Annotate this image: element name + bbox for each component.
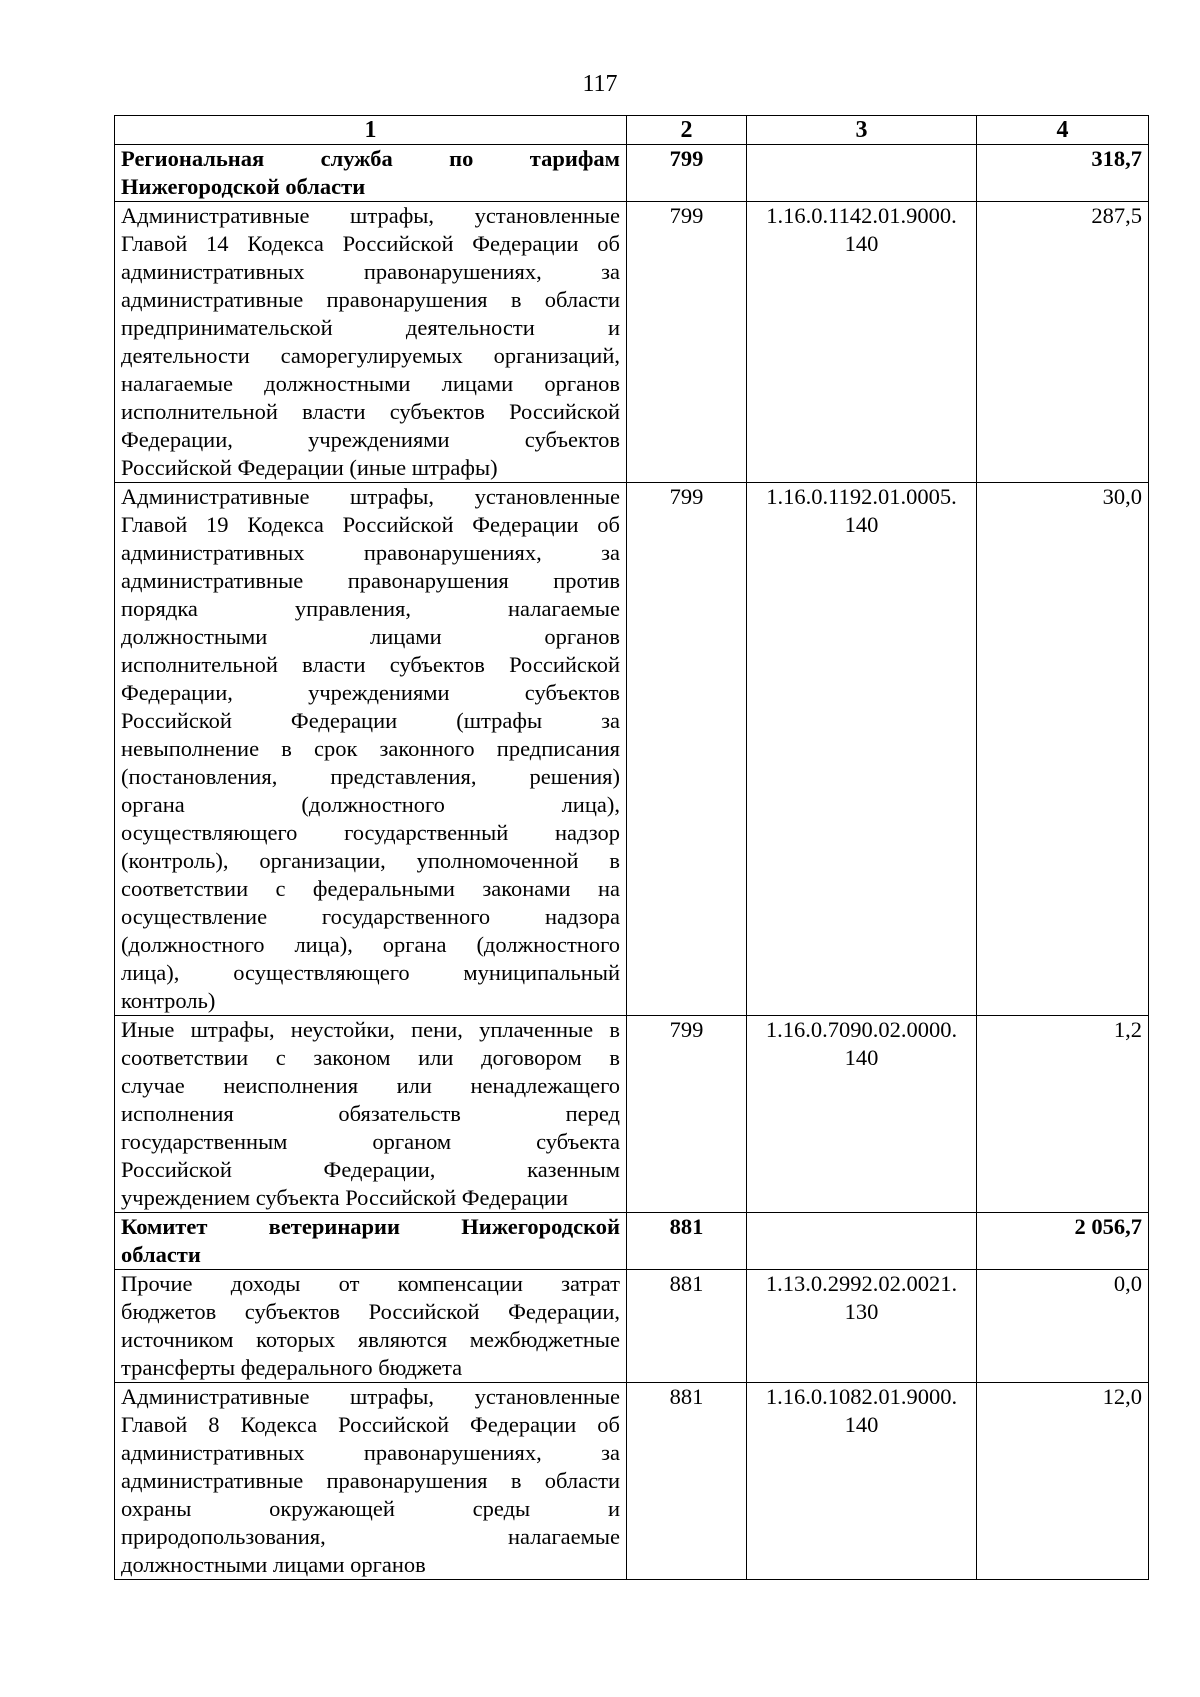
description-line: Главой 8 Кодекса Российской Федерации об	[121, 1412, 620, 1437]
description-line: Прочие доходы от компенсации затрат	[121, 1271, 620, 1296]
revenue-code-line: 140	[844, 1412, 879, 1437]
description-line: исполнительной власти субъектов Российской	[121, 652, 620, 677]
table-header-row	[115, 116, 1149, 145]
table-row	[115, 1383, 1149, 1580]
description-line: административных правонарушениях, за	[121, 1440, 620, 1465]
description-line: органа (должностного лица),	[121, 792, 620, 817]
description-line: Комитет ветеринарии Нижегородской	[121, 1214, 620, 1239]
amount-cell: 318,7	[977, 145, 1149, 202]
description-line: (контроль), организации, уполномоченной в	[121, 848, 620, 873]
description-cell	[115, 202, 627, 483]
admin-code-cell: 881	[627, 1270, 747, 1383]
description-line: исполнения обязательств перед	[121, 1101, 620, 1126]
description-line: источником которых являются межбюджетные	[121, 1327, 620, 1352]
description-line: порядка управления, налагаемые	[121, 596, 620, 621]
amount-cell: 30,0	[977, 483, 1149, 1016]
description-cell	[115, 145, 627, 202]
description-cell	[115, 483, 627, 1016]
description-line: (постановления, представления, решения)	[121, 764, 620, 789]
section-row	[115, 145, 1149, 202]
description-line: осуществляющего государственный надзор	[121, 820, 620, 845]
section-row	[115, 1213, 1149, 1270]
description-line: налагаемые должностными лицами органов	[121, 371, 620, 396]
description-line: невыполнение в срок законного предписания	[121, 736, 620, 761]
description-line: Федерации, учреждениями субъектов	[121, 427, 620, 452]
revenue-code-line: 1.16.0.7090.02.0000.	[765, 1017, 958, 1042]
description-line: Российской Федерации, казенным	[121, 1157, 620, 1182]
revenue-code-cell	[747, 1383, 977, 1580]
description-line: административных правонарушениях, за	[121, 259, 620, 284]
description-line: Российской Федерации (иные штрафы)	[121, 455, 498, 480]
amount-cell: 1,2	[977, 1016, 1149, 1213]
revenue-code-line: 1.16.0.1082.01.9000.	[765, 1384, 958, 1409]
description-line: трансферты федерального бюджета	[121, 1355, 463, 1380]
description-cell	[115, 1016, 627, 1213]
header-cell-2: 2	[627, 116, 747, 145]
description-line: лица), осуществляющего муниципальный	[121, 960, 620, 985]
description-line: Региональная служба по тарифам	[121, 146, 620, 171]
revenue-code-cell	[747, 145, 977, 202]
description-line: Федерации, учреждениями субъектов	[121, 680, 620, 705]
admin-code-cell: 881	[627, 1213, 747, 1270]
description-line: контроль)	[121, 988, 216, 1013]
table-row	[115, 1270, 1149, 1383]
description-line: охраны окружающей среды и	[121, 1496, 620, 1521]
description-line: должностными лицами органов	[121, 1552, 426, 1577]
revenue-code-line: 140	[844, 231, 879, 256]
description-line: Административные штрафы, установленные	[121, 484, 620, 509]
description-line: административные правонарушения в области	[121, 287, 620, 312]
description-line: Административные штрафы, установленные	[121, 1384, 620, 1409]
description-line: Иные штрафы, неустойки, пени, уплаченные в	[121, 1017, 620, 1042]
description-line: исполнительной власти субъектов Российской	[121, 399, 620, 424]
admin-code-cell: 799	[627, 483, 747, 1016]
description-line: соответствии с законом или договором в	[121, 1045, 620, 1070]
revenue-table	[114, 115, 1149, 1580]
description-line: области	[121, 1242, 201, 1267]
description-line: соответствии с федеральными законами на	[121, 876, 620, 901]
description-line: Главой 14 Кодекса Российской Федерации об	[121, 231, 620, 256]
description-cell	[115, 1270, 627, 1383]
amount-cell: 0,0	[977, 1270, 1149, 1383]
revenue-code-cell	[747, 1270, 977, 1383]
page-number: 117	[582, 71, 618, 97]
description-line: административных правонарушениях, за	[121, 540, 620, 565]
description-line: учреждением субъекта Российской Федерации	[121, 1185, 568, 1210]
description-line: случае неисполнения или ненадлежащего	[121, 1073, 620, 1098]
description-line: административные правонарушения против	[121, 568, 620, 593]
description-line: предпринимательской деятельности и	[121, 315, 620, 340]
revenue-code-cell	[747, 1016, 977, 1213]
revenue-code-cell	[747, 483, 977, 1016]
table-row	[115, 483, 1149, 1016]
admin-code-cell: 799	[627, 1016, 747, 1213]
admin-code-cell: 799	[627, 145, 747, 202]
description-line: должностными лицами органов	[121, 624, 620, 649]
description-line: Административные штрафы, установленные	[121, 203, 620, 228]
admin-code-cell: 799	[627, 202, 747, 483]
revenue-code-line: 130	[844, 1299, 879, 1324]
revenue-code-line: 140	[844, 512, 879, 537]
amount-cell: 12,0	[977, 1383, 1149, 1580]
description-line: бюджетов субъектов Российской Федерации,	[121, 1299, 620, 1324]
admin-code-cell: 881	[627, 1383, 747, 1580]
description-cell	[115, 1383, 627, 1580]
header-cell-3: 3	[747, 116, 977, 145]
table-row	[115, 1016, 1149, 1213]
table-row	[115, 202, 1149, 483]
description-line: Российской Федерации (штрафы за	[121, 708, 620, 733]
revenue-code-line: 1.13.0.2992.02.0021.	[765, 1271, 958, 1296]
description-line: Главой 19 Кодекса Российской Федерации об	[121, 512, 620, 537]
description-cell	[115, 1213, 627, 1270]
header-cell-4: 4	[977, 116, 1149, 145]
revenue-code-cell	[747, 202, 977, 483]
revenue-code-line: 1.16.0.1192.01.0005.	[766, 484, 957, 509]
amount-cell: 287,5	[977, 202, 1149, 483]
revenue-code-line: 1.16.0.1142.01.9000.	[766, 203, 957, 228]
revenue-code-cell	[747, 1213, 977, 1270]
revenue-code-line: 140	[844, 1045, 879, 1070]
header-cell-1: 1	[115, 116, 627, 145]
description-line: осуществление государственного надзора	[121, 904, 620, 929]
description-line: Нижегородской области	[121, 174, 366, 199]
description-line: государственным органом субъекта	[121, 1129, 620, 1154]
description-line: административные правонарушения в области	[121, 1468, 620, 1493]
description-line: природопользования, налагаемые	[121, 1524, 620, 1549]
description-line: деятельности саморегулируемых организаций,	[121, 343, 620, 368]
description-line: (должностного лица), органа (должностного	[121, 932, 620, 957]
amount-cell: 2 056,7	[977, 1213, 1149, 1270]
